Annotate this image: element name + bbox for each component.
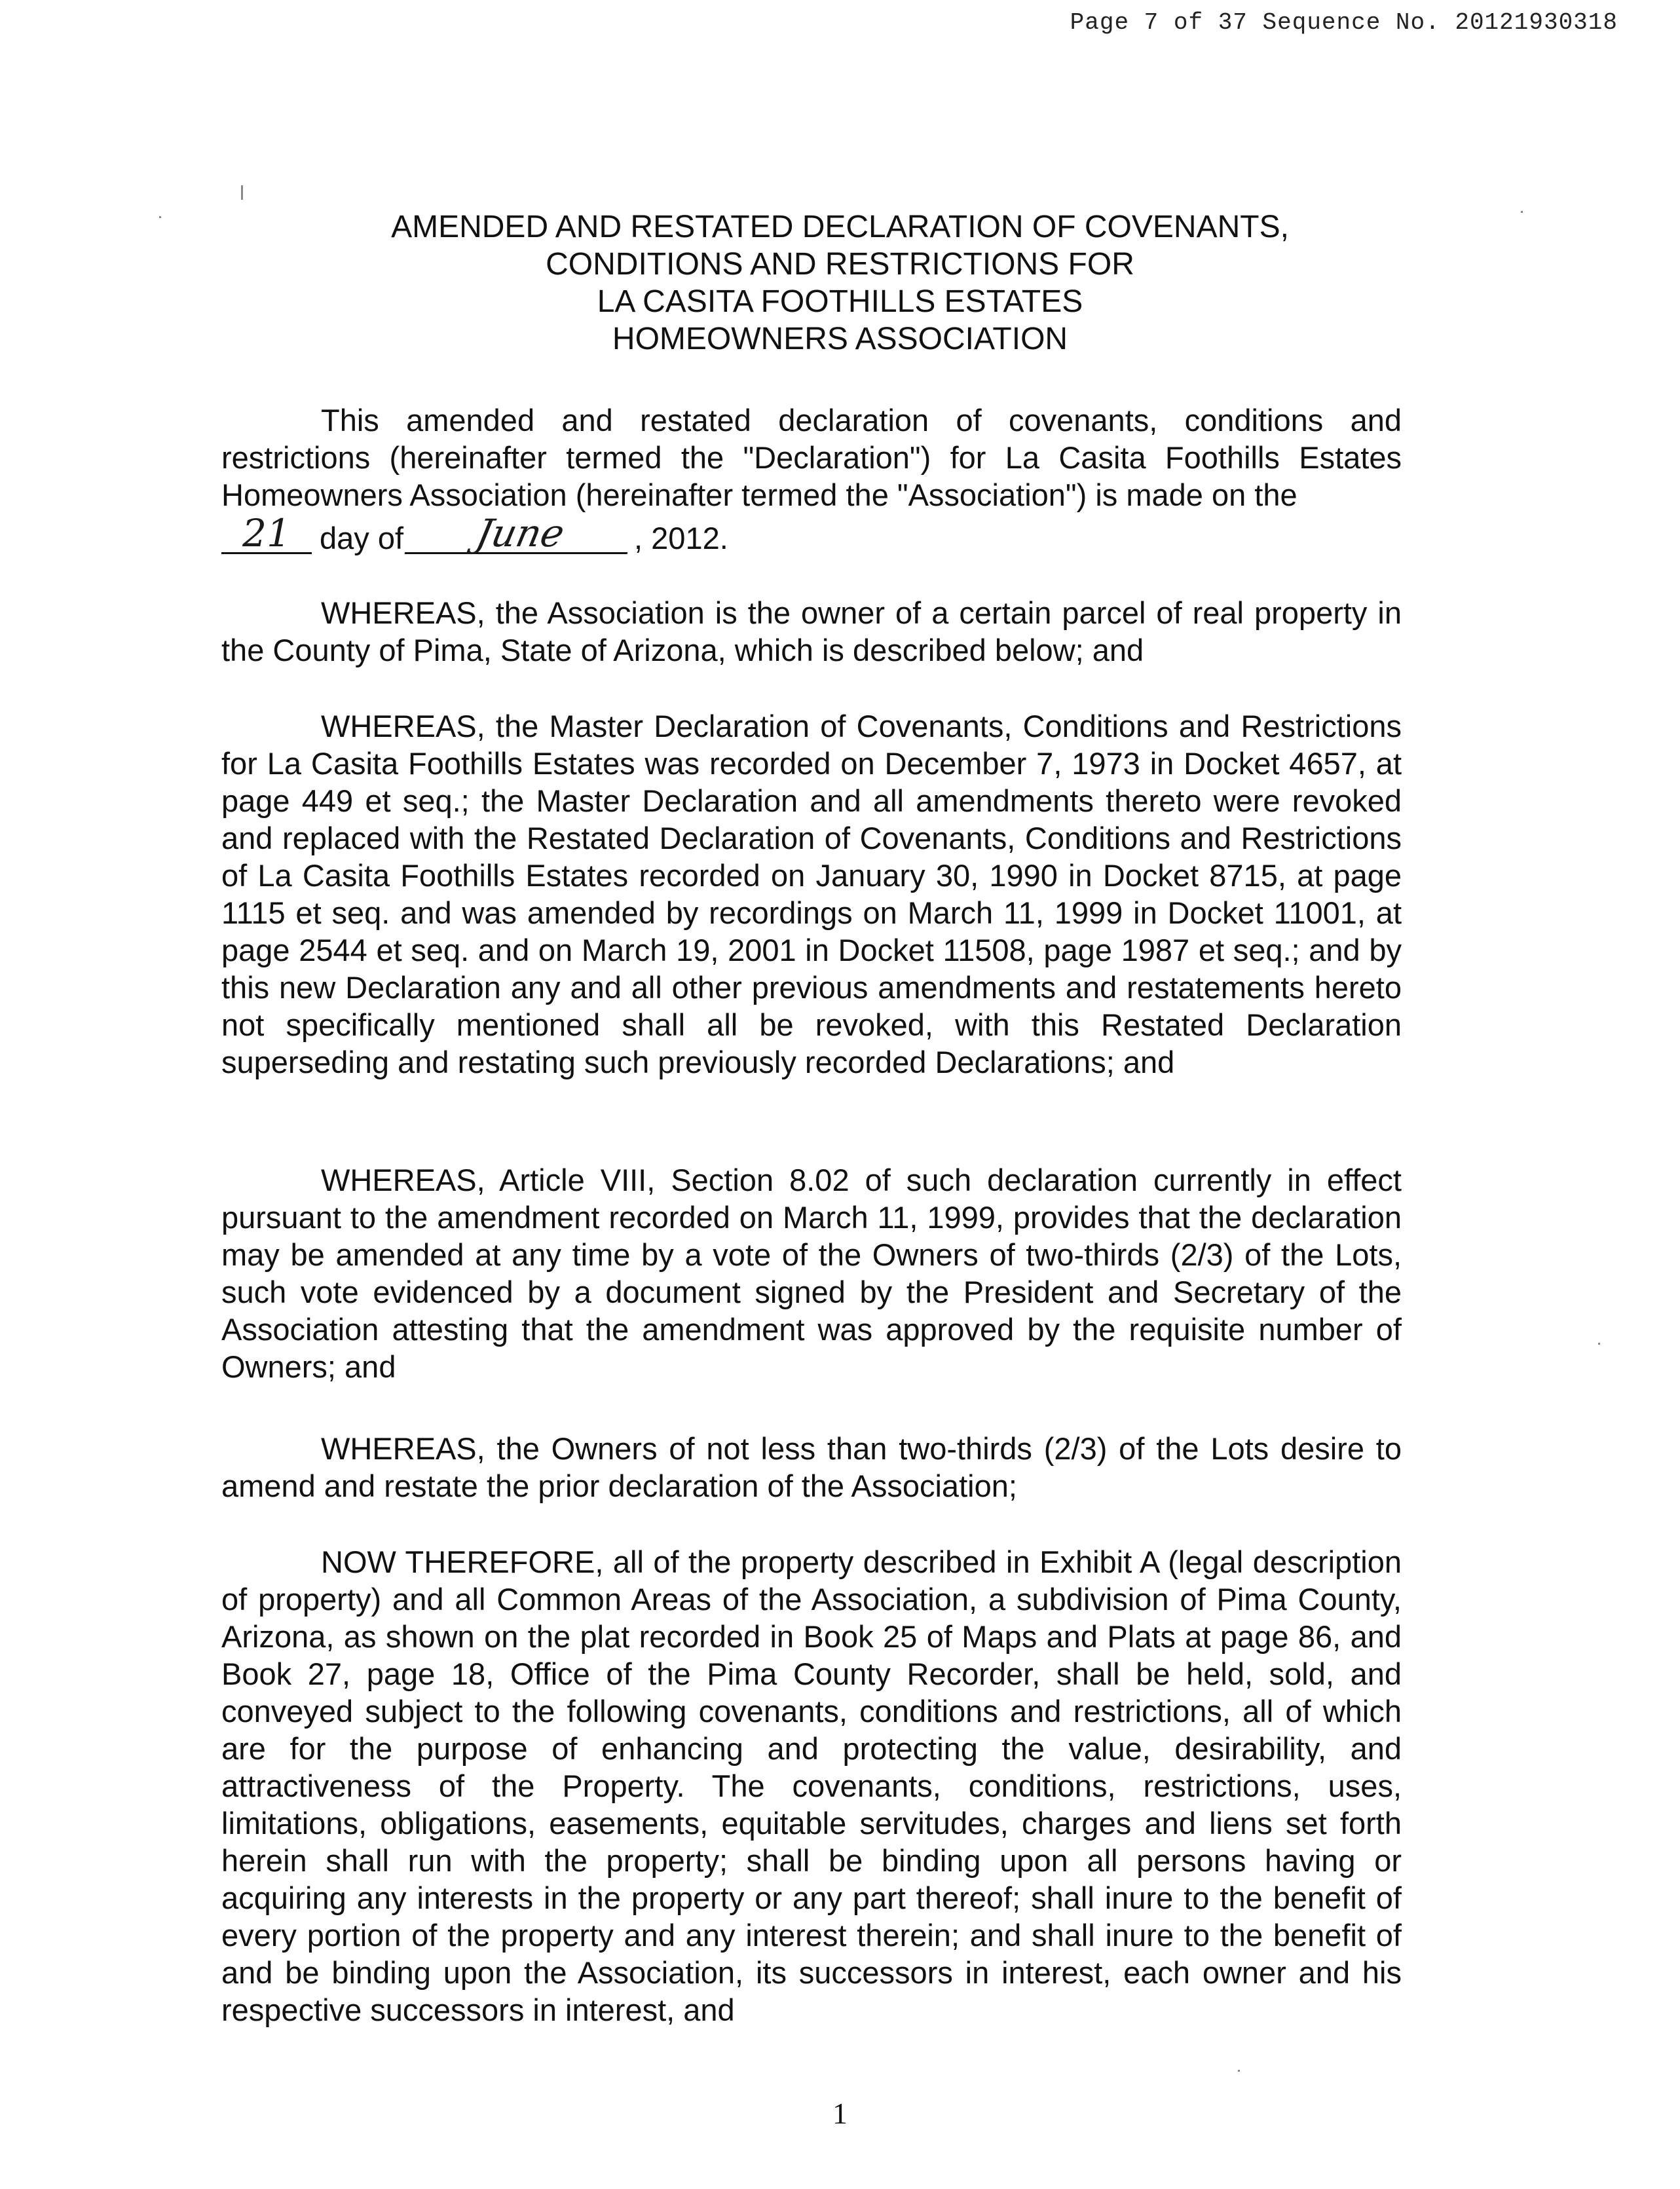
recording-stamp: Page 7 of 37 Sequence No. 20121930318 <box>1070 9 1618 36</box>
day-of-label: day of <box>320 521 404 555</box>
whereas-4-block <box>221 1430 1402 1505</box>
whereas-3-block <box>221 1161 1402 1385</box>
title-line-2: CONDITIONS AND RESTRICTIONS FOR <box>546 247 1134 282</box>
now-therefore-block <box>221 1543 1402 2029</box>
scan-speck <box>1238 2070 1240 2072</box>
scan-speck <box>159 216 161 218</box>
page-number: 1 <box>832 2097 848 2130</box>
scan-mark <box>241 185 243 200</box>
handwritten-month: June <box>405 515 636 554</box>
intro-paragraph: This amended and restated declaration of covenants, conditions and restrictions (hereinafter termed the "Declaration") for La Casita Foothills Estates Homeowners Association (hereinafter termed the "Association") is made on the <box>221 403 1402 512</box>
whereas-paragraph-4: WHEREAS, the Owners of not less than two-thirds (2/3) of the Lots desire to amend and restate the prior declaration of the Association; <box>221 1431 1402 1503</box>
whereas-1-block <box>221 594 1402 669</box>
whereas-paragraph-1: WHEREAS, the Association is the owner of a certain parcel of real property in the County of Pima, State of Arizona, which is described below; and <box>221 595 1402 667</box>
title-line-1: AMENDED AND RESTATED DECLARATION OF COVENANTS, <box>391 210 1289 244</box>
handwritten-day: 21 <box>221 515 312 554</box>
document-title <box>223 208 1457 358</box>
now-therefore-paragraph: NOW THEREFORE, all of the property described in Exhibit A (legal description of property) and all Common Areas of the Association, a subdivision of Pima County, Arizona, as shown on the plat recorded in Book 25 of Maps and Plats at page 86, and Book 27, page 18, Office of the Pima County Recorder, shall be held, sold, and conveyed subject to the following covenants, conditions and restrictions, all of which are for the purpose of enhancing and protecting the value, desirability, and attractiveness of the Property. The covenants, conditions, restrictions, uses, limitations, obligations, easements, equitable servitudes, charges and liens set forth herein shall run with the property; shall be binding upon all persons having or acquiring any interests in the property or any part thereof; shall inure to the benefit of every portion of the property and any interest therein; and shall inure to the benefit of and be binding upon the Association, its successors in interest, each owner and his respective successors in interest, and <box>221 1544 1402 2027</box>
scan-speck <box>1598 1343 1600 1345</box>
scan-speck <box>1521 211 1523 213</box>
title-line-4: HOMEOWNERS ASSOCIATION <box>612 322 1068 356</box>
title-line-3: LA CASITA FOOTHILLS ESTATES <box>597 284 1083 319</box>
intro-paragraph-block <box>221 402 1402 514</box>
year-suffix: , 2012. <box>634 521 728 555</box>
whereas-2-block <box>221 707 1402 1081</box>
whereas-paragraph-2: WHEREAS, the Master Declaration of Covenants, Conditions and Restrictions for La Casita Foothills Estates was recorded on December 7, 1973 in Docket 4657, at page 449 et seq.; the Master Declaration and all amendments thereto were revoked and replaced with the Restated Declaration of Covenants, Conditions and Restrictions of La Casita Foothills Estates recorded on January 30, 1990 in Docket 8715, at page 1115 et seq. and was amended by recordings on March 11, 1999 in Docket 11001, at page 2544 et seq. and on March 19, 2001 in Docket 11508, page 1987 et seq.; and by this new Declaration any and all other previous amendments and restatements hereto not specifically mentioned shall all be revoked, with this Restated Declaration superseding and restating such previously recorded Declarations; and <box>221 709 1402 1079</box>
date-line <box>221 511 728 557</box>
whereas-paragraph-3: WHEREAS, Article VIII, Section 8.02 of such declaration currently in effect pursuant to the amendment recorded on March 11, 1999, provides that the declaration may be amended at any time by a vote of the Owners of two-thirds (2/3) of the Lots, such vote evidenced by a document signed by the President and Secretary of the Association attesting that the amendment was approved by the requisite number of Owners; and <box>221 1163 1402 1384</box>
